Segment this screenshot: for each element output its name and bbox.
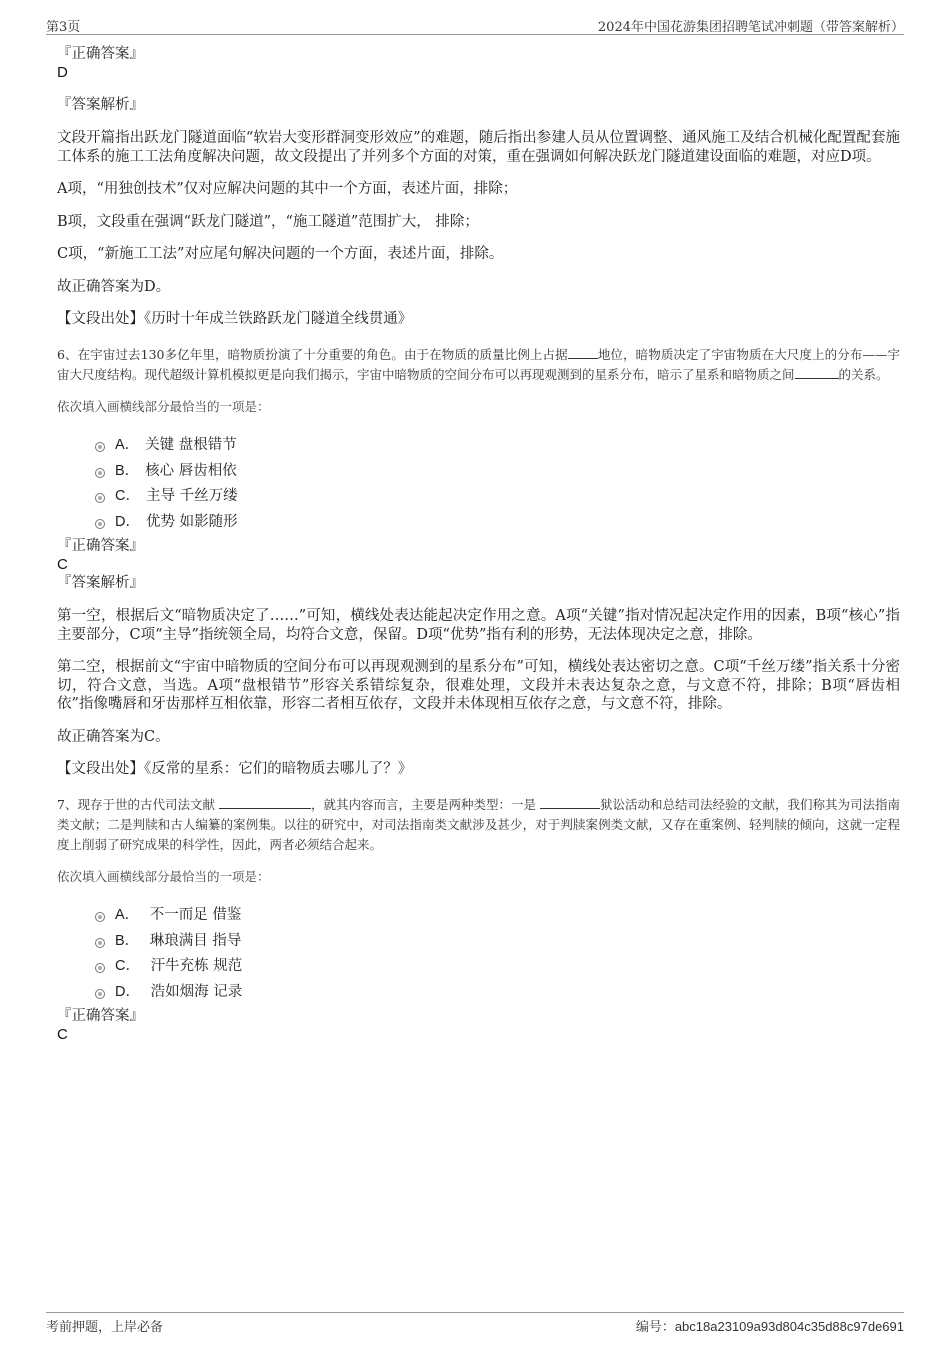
option-list: [95, 905, 900, 1007]
option-b[interactable]: B． 琳琅满目 指导: [95, 931, 900, 957]
radio-icon[interactable]: [95, 989, 105, 999]
question-6: [57, 345, 900, 779]
answer-label: 『正确答案』: [57, 538, 144, 554]
radio-icon[interactable]: [95, 493, 105, 503]
document-title: 2024年中国花游集团招聘笔试冲刺题（带答案解析）: [597, 20, 904, 35]
analysis-paragraph: 故正确答案为C。: [57, 728, 170, 745]
question-prompt: 依次填入画横线部分最恰当的一项是：: [57, 399, 270, 414]
question-7: [57, 795, 900, 1044]
q5-answer-section: [57, 45, 900, 329]
page-header: [46, 14, 904, 35]
answer-value: C: [57, 1026, 68, 1043]
analysis-paragraph: B项，文段重在强调“跃龙门隧道”，“施工隧道”范围扩大， 排除；: [57, 213, 479, 230]
analysis-label: 『答案解析』: [57, 97, 144, 113]
option-list: [95, 435, 900, 537]
fill-blank: [219, 796, 311, 809]
analysis-paragraph: 第一空，根据后文“暗物质决定了……”可知，横线处表达能起决定作用之意。A项“关键”指对情况起决定作用的因素，B项“核心”指主要部分，C项“主导”指统领全局，均符合文意，保留。D项“优势”指有利的形势，无法体现决定之意，排除。: [57, 608, 900, 643]
answer-label: 『正确答案』: [57, 46, 144, 62]
answer-label: 『正确答案』: [57, 1008, 144, 1024]
analysis-paragraph: 故正确答案为D。: [57, 278, 171, 295]
question-stem: 6、在宇宙过去130多亿年里，暗物质扮演了十分重要的角色。由于在物质的质量比例上占据 地位，暗物质决定了宇宙物质在大尺度上的分布——宇宙大尺度结构。现代超级计算机模拟更是向我们揭示，宇宙中暗物质的空间分布可以再现观测到的星系分布，暗示了星系和暗物质之间 的关系。: [57, 347, 900, 382]
page-number: 第3页: [46, 20, 81, 35]
document-code: 编号：abc18a23109a93d804c35d88c97de691: [635, 1319, 904, 1335]
text-source: 【文段出处】《反常的星系：它们的暗物质去哪儿了？》: [57, 761, 413, 777]
analysis-paragraph: A项，“用独创技术”仅对应解决问题的其中一个方面，表述片面，排除；: [57, 181, 518, 197]
option-c[interactable]: C． 汗牛充栋 规范: [95, 956, 900, 982]
option-d[interactable]: D． 优势 如影随形: [95, 512, 900, 538]
analysis-paragraph: 文段开篇指出跃龙门隧道面临“软岩大变形群洞变形效应”的难题，随后指出参建人员从位置调整、通风施工及结合机械化配置配套施工体系的施工工法角度解决问题，故文段提出了并列多个方面的对策，重在强调如何解决跃龙门隧道建设面临的难题，对应D项。: [57, 130, 900, 165]
question-stem: 7、现存于世的古代司法文献 ，就其内容而言，主要是两种类型：一是 狱讼活动和总结司法经验的文献，我们称其为司法指南类文献；二是判牍和古人编纂的案例集。以往的研究中，对司法指南类文献涉及甚少，对于判牍案例类文献，又存在重案例、轻判牍的倾向，这就一定程度上削弱了研究成果的科学性，因此，两者必须结合起来。: [57, 797, 900, 852]
radio-icon[interactable]: [95, 938, 105, 948]
page-footer: [46, 1312, 904, 1335]
analysis-paragraph: 第二空，根据前文“宇宙中暗物质的空间分布可以再现观测到的星系分布”可知，横线处表达密切之意。C项“千丝万缕”指关系十分密切，符合文意，当选。A项“盘根错节”形容关系错综复杂，很难处理，文段并未表达复杂之意，与文意不符，排除；B项“唇齿相依”指像嘴唇和牙齿那样互相依靠，形容二者相互依存，文段并未体现相互依存之意，与文意不符，排除。: [57, 659, 900, 712]
fill-blank: [568, 346, 598, 359]
question-prompt: 依次填入画横线部分最恰当的一项是：: [57, 869, 270, 884]
fill-blank: [540, 796, 600, 809]
option-d[interactable]: D． 浩如烟海 记录: [95, 982, 900, 1008]
option-a[interactable]: A． 不一而足 借鉴: [95, 905, 900, 931]
text-source: 【文段出处】《历时十年成兰铁路跃龙门隧道全线贯通》: [57, 311, 413, 327]
option-c[interactable]: C． 主导 千丝万缕: [95, 486, 900, 512]
answer-value: D: [57, 64, 68, 81]
radio-icon[interactable]: [95, 468, 105, 478]
footer-slogan: 考前押题，上岸必备: [46, 1320, 164, 1335]
analysis-label: 『答案解析』: [57, 575, 144, 591]
answer-value: C: [57, 556, 68, 573]
radio-icon[interactable]: [95, 963, 105, 973]
analysis-paragraph: C项，“新施工工法”对应尾句解决问题的一个方面，表述片面，排除。: [57, 246, 504, 262]
fill-blank: [795, 366, 839, 379]
document-body: [57, 45, 900, 1044]
radio-icon[interactable]: [95, 519, 105, 529]
option-b[interactable]: B． 核心 唇齿相依: [95, 461, 900, 487]
option-a[interactable]: A． 关键 盘根错节: [95, 435, 900, 461]
radio-icon[interactable]: [95, 442, 105, 452]
radio-icon[interactable]: [95, 912, 105, 922]
